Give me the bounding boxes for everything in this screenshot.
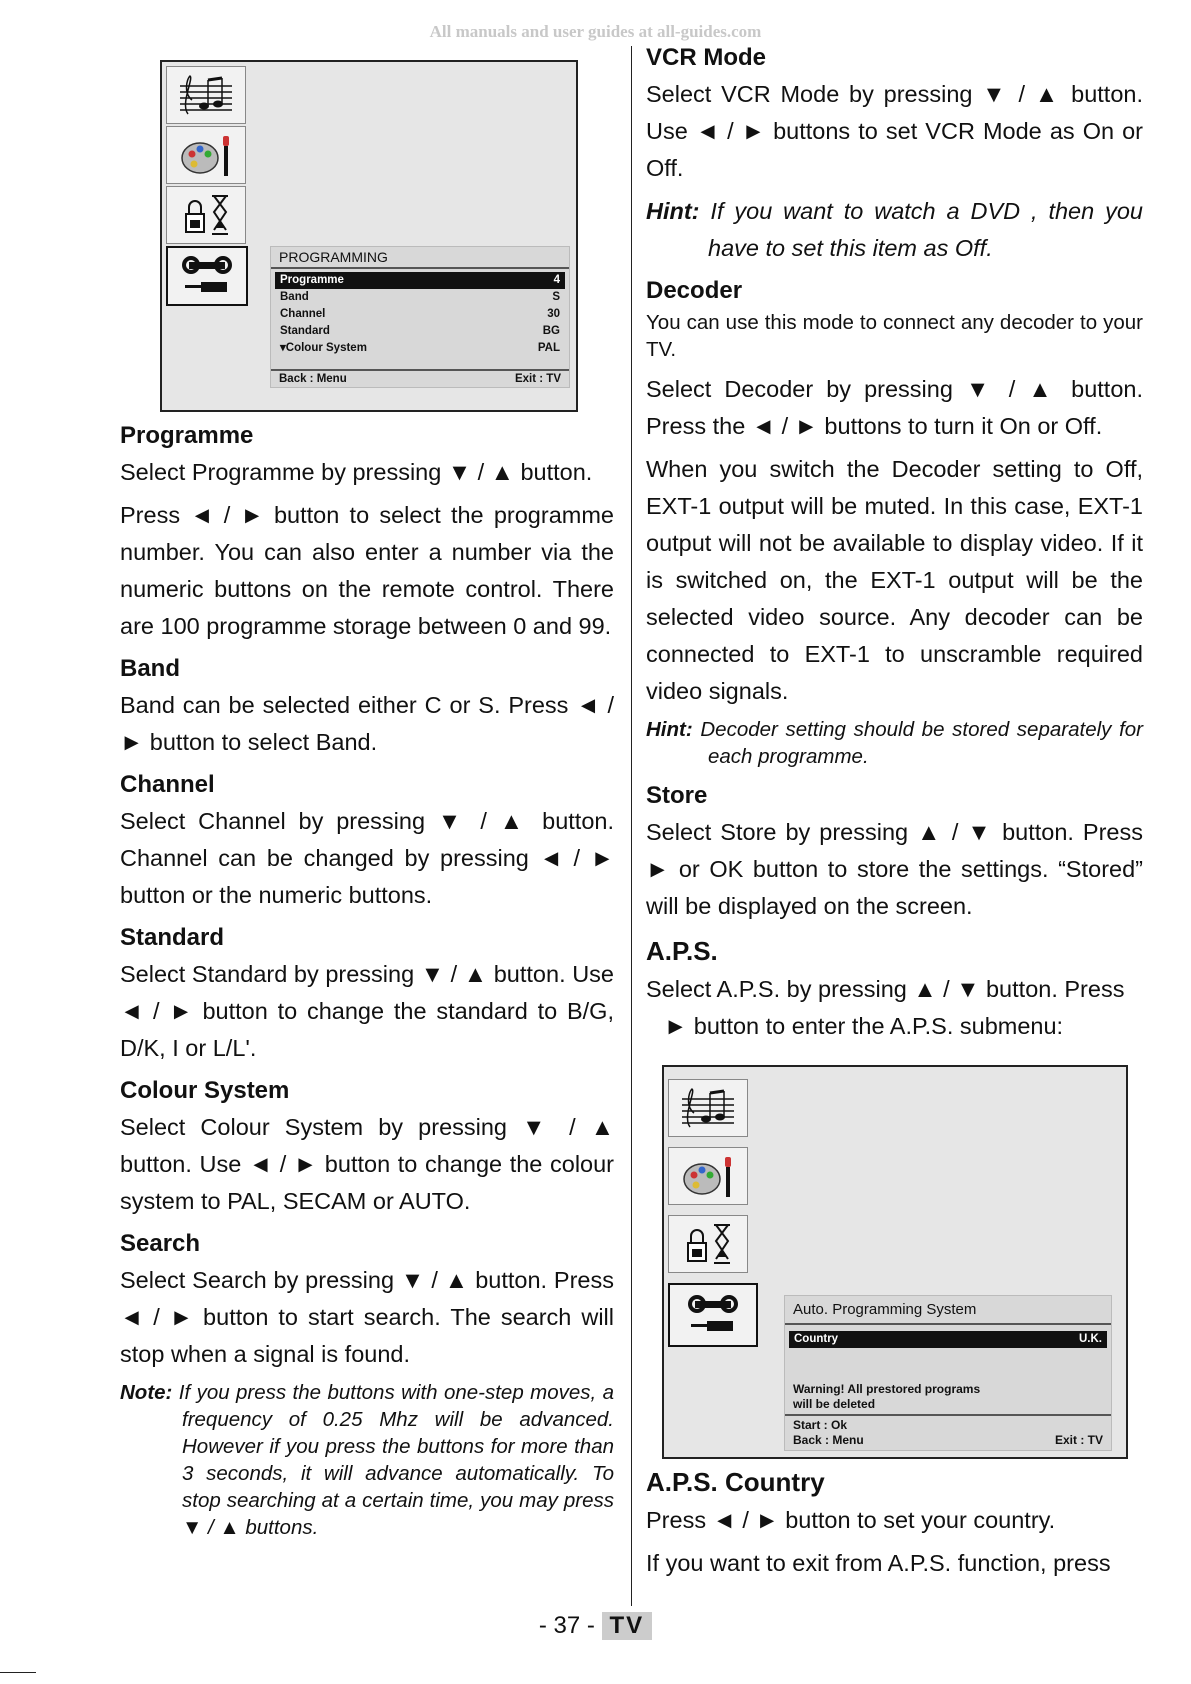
channel-text: Select Channel by pressing ▼ / ▲ button. Channel can be changed by pressing ◄ / ► button or the numeric buttons. [120,808,614,908]
aps-heading: A.P.S. [646,936,718,966]
hint-text: Decoder setting should be stored separately for each programme. [692,718,1143,768]
right-column [646,40,1143,1051]
note-label: Note: [120,1381,173,1404]
menu-row-label: ▾Colour System [280,342,367,354]
decoder-hint [646,716,1143,770]
decoder-heading: Decoder [646,277,743,304]
install-menu-icon [166,246,248,306]
decoder-text-2: Select Decoder by pressing ▼ / ▲ button. Press the ◄ / ► buttons to turn it On or Off. [646,376,1143,439]
aps-country-heading: A.P.S. Country [646,1467,825,1497]
feature-menu-icon [166,186,246,244]
column-divider [631,46,632,1606]
aps-panel [784,1295,1112,1451]
menu-row-band[interactable] [271,289,569,306]
watermark: All manuals and user guides at all-guides.com [429,22,762,41]
vcr-mode-heading: VCR Mode [646,44,766,71]
aps-menu-screen [662,1065,1128,1459]
vcr-mode-text: Select VCR Mode by pressing ▼ / ▲ button. Use ◄ / ► buttons to set VCR Mode as On or Off. [646,81,1143,181]
right-column-bottom [646,1462,1143,1588]
menu-row-value: 30 [547,308,560,320]
aps-warning [793,1382,980,1412]
hint-label: Hint: [646,198,700,224]
menu-row-programme[interactable] [275,272,565,289]
note-text: If you press the buttons with one-step moves, a frequency of 0.25 Mhz will be advanced. However if you press the buttons for more than 3 seconds, it will advance automatically. To stop searching at a certain time, you may press ▼ / ▲ buttons. [172,1381,614,1539]
standard-heading: Standard [120,924,225,951]
aps-text-1: Select A.P.S. by pressing ▲ / ▼ button. Press [646,976,1125,1002]
menu-row-value: 4 [553,274,560,286]
standard-text: Select Standard by pressing ▼ / ▲ button. Use ◄ / ► button to change the standard to B/G, D/K, I or L/L'. [120,961,614,1061]
programming-menu-screen [160,60,578,412]
programming-title: PROGRAMMING [271,247,569,269]
menu-row-channel[interactable] [271,306,569,323]
hint-text: If you want to watch a DVD , then you have to set this item as Off. [699,198,1143,261]
exit-hint: Exit : TV [514,373,561,385]
search-text: Select Search by pressing ▼ / ▲ button. Press ◄ / ► button to start search. The search will stop when a signal is found. [120,1267,614,1367]
left-column [120,418,614,1547]
vcr-hint [646,193,1143,267]
picture-menu-icon [668,1147,748,1205]
aps-text-2: ► button to enter the A.P.S. submenu: [664,1013,1064,1039]
store-heading: Store [646,782,708,809]
menu-row-value: S [552,291,560,303]
start-hint: Start : Ok [793,1418,848,1432]
sound-menu-icon [668,1079,748,1137]
channel-heading: Channel [120,771,215,798]
aps-title: Auto. Programming System [785,1296,1111,1325]
programming-footer [271,369,569,387]
warning-line-1: Warning! All prestored programs [793,1382,981,1396]
back-hint: Back : Menu [279,373,347,385]
feature-menu-icon [668,1215,748,1273]
decoder-text-3: When you switch the Decoder setting to Off, EXT-1 output will be muted. In this case, EXT-1 output will not be available to display video. If it is switched on, the EXT-1 output will be the selected video source. Any decoder can be connected to EXT-1 to unscramble required video signals. [646,456,1143,704]
menu-row-value: PAL [537,342,560,354]
menu-row-value: BG [542,325,560,337]
menu-row-standard[interactable] [271,323,569,340]
aps-country-text-1: Press ◄ / ► button to set your country. [646,1507,1056,1533]
corner-mark [0,1672,36,1673]
programme-text-2: Press ◄ / ► button to select the programme number. You can also enter a number via the numeric buttons on the remote control. There are 100 programme storage between 0 and 99. [120,502,614,639]
exit-hint: Exit : TV [1054,1433,1103,1447]
programming-panel [270,246,570,388]
programme-heading: Programme [120,422,254,449]
page-footer [0,1612,1191,1640]
back-hint: Back : Menu [793,1433,864,1447]
page-number: - 37 - [538,1612,602,1639]
menu-row-label: Programme [280,274,344,286]
menu-row-label: Band [280,291,309,303]
install-menu-icon [668,1283,758,1347]
band-heading: Band [120,655,180,682]
note-paragraph [120,1379,614,1541]
menu-row-colour-system[interactable] [271,340,569,357]
menu-row-country[interactable] [789,1331,1107,1348]
section-tag: TV [602,1612,653,1640]
hint-label: Hint: [646,718,693,741]
aps-footer [785,1414,1111,1450]
menu-row-label: Standard [280,325,330,337]
colour-system-heading: Colour System [120,1077,290,1104]
menu-row-label: Channel [280,308,326,320]
colour-system-text: Select Colour System by pressing ▼ / ▲ button. Use ◄ / ► button to change the colour system to PAL, SECAM or AUTO. [120,1114,614,1214]
band-text: Band can be selected either C or S. Press ◄ / ► button to select Band. [120,692,614,755]
menu-row-label: Country [794,1333,839,1345]
menu-row-value: U.K. [1079,1333,1102,1345]
store-text: Select Store by pressing ▲ / ▼ button. Press ► or OK button to store the settings. “Stored” will be displayed on the screen. [646,819,1143,919]
search-heading: Search [120,1230,201,1257]
warning-line-2: will be deleted [793,1397,876,1411]
sound-menu-icon [166,66,246,124]
picture-menu-icon [166,126,246,184]
programme-text-1: Select Programme by pressing ▼ / ▲ button. [120,459,593,485]
decoder-text-1: You can use this mode to connect any decoder to your TV. [646,311,1143,361]
aps-country-text-2: If you want to exit from A.P.S. function, press [646,1550,1111,1576]
